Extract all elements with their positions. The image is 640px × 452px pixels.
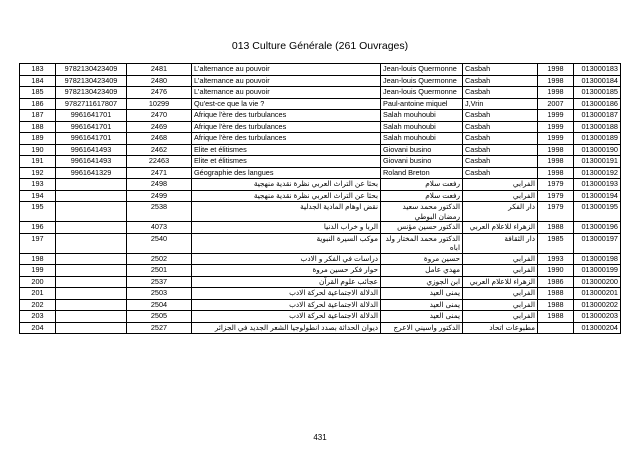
table-row [20, 265, 621, 277]
cell-year: 1988 [538, 311, 574, 323]
cell-author: Salah mouhoubi [381, 121, 463, 133]
cell-title: Elite et élitismes [192, 156, 381, 168]
cell-author: رفعت سلام [381, 179, 463, 191]
cell-author: الدكتور محمد سعيد رمضان البوطي [381, 202, 463, 222]
cell-year: 1998 [538, 156, 574, 168]
cell-code: 013000202 [574, 299, 621, 311]
cell-author: Jean-louis Quermonne [381, 87, 463, 99]
cell-isbn [56, 276, 127, 288]
cell-inventory: 2527 [127, 322, 192, 334]
cell-publisher: دار الثقافة [463, 233, 538, 253]
cell-year: 1998 [538, 75, 574, 87]
cell-year: 1979 [538, 190, 574, 202]
cell-code: 013000189 [574, 133, 621, 145]
cell-code: 013000190 [574, 144, 621, 156]
cell-isbn [56, 222, 127, 234]
cell-year: 1993 [538, 253, 574, 265]
cell-isbn: 9961641329 [56, 167, 127, 179]
cell-isbn: 9961641701 [56, 121, 127, 133]
cell-isbn [56, 322, 127, 334]
cell-code: 013000188 [574, 121, 621, 133]
cell-title: L'alternance au pouvoir [192, 64, 381, 76]
cell-inventory: 2540 [127, 233, 192, 253]
cell-year: 1988 [538, 299, 574, 311]
table-row [20, 87, 621, 99]
table-row [20, 179, 621, 191]
cell-author: Salah mouhoubi [381, 133, 463, 145]
cell-publisher: Casbah [463, 156, 538, 168]
cell-title: الدلالة الاجتماعية لحركة الادب [192, 299, 381, 311]
table-row [20, 311, 621, 323]
cell-number: 184 [20, 75, 56, 87]
cell-isbn: 9961641493 [56, 144, 127, 156]
cell-number: 183 [20, 64, 56, 76]
cell-isbn [56, 190, 127, 202]
cell-publisher: الزهراء للاعلام العربي [463, 276, 538, 288]
cell-number: 191 [20, 156, 56, 168]
cell-number: 186 [20, 98, 56, 110]
cell-title: Elite et élitismes [192, 144, 381, 156]
cell-code: 013000197 [574, 233, 621, 253]
cell-author: يمنى العيد [381, 311, 463, 323]
cell-inventory: 22463 [127, 156, 192, 168]
cell-title: موكب السيرة النبوية [192, 233, 381, 253]
cell-title: L'alternance au pouvoir [192, 75, 381, 87]
cell-year [538, 322, 574, 334]
cell-isbn [56, 202, 127, 222]
cell-inventory: 2468 [127, 133, 192, 145]
cell-isbn: 9782130423409 [56, 64, 127, 76]
cell-year: 1988 [538, 222, 574, 234]
table-row [20, 253, 621, 265]
cell-number: 204 [20, 322, 56, 334]
cell-title: Afrique l'ère des turbulances [192, 110, 381, 122]
table-row [20, 75, 621, 87]
cell-publisher: الزهراء للاعلام العربي [463, 222, 538, 234]
cell-inventory: 2502 [127, 253, 192, 265]
cell-code: 013000185 [574, 87, 621, 99]
cell-code: 013000196 [574, 222, 621, 234]
cell-isbn [56, 299, 127, 311]
cell-inventory: 2462 [127, 144, 192, 156]
cell-title: ديوان الحداثة بصدد انطولوجيا الشعر الجديد في الجزائر [192, 322, 381, 334]
cell-title: بحثا عن التراث العربي نظرة نقدية منهجية [192, 190, 381, 202]
table-row [20, 288, 621, 300]
cell-title: الربا و خراب الدنيا [192, 222, 381, 234]
cell-publisher: الفرابي [463, 299, 538, 311]
cell-publisher: Casbah [463, 167, 538, 179]
cell-author: Jean-louis Quermonne [381, 64, 463, 76]
cell-inventory: 4073 [127, 222, 192, 234]
cell-number: 203 [20, 311, 56, 323]
cell-author: ابن الجوزي [381, 276, 463, 288]
cell-isbn [56, 288, 127, 300]
cell-code: 013000183 [574, 64, 621, 76]
cell-isbn: 9961641701 [56, 110, 127, 122]
cell-publisher: الفرابي [463, 179, 538, 191]
cell-inventory: 2469 [127, 121, 192, 133]
cell-author: Giovani busino [381, 156, 463, 168]
cell-author: Salah mouhoubi [381, 110, 463, 122]
cell-year: 1998 [538, 64, 574, 76]
cell-title: Géographie des langues [192, 167, 381, 179]
table-row [20, 222, 621, 234]
cell-author: Paul-antoine miquel [381, 98, 463, 110]
cell-publisher: الفرابي [463, 253, 538, 265]
cell-publisher: Casbah [463, 87, 538, 99]
cell-number: 188 [20, 121, 56, 133]
cell-title: Afrique l'ère des turbulances [192, 121, 381, 133]
cell-code: 013000191 [574, 156, 621, 168]
cell-isbn [56, 233, 127, 253]
cell-year: 2007 [538, 98, 574, 110]
table-row [20, 167, 621, 179]
cell-inventory: 2503 [127, 288, 192, 300]
cell-year: 1986 [538, 276, 574, 288]
cell-inventory: 2498 [127, 179, 192, 191]
cell-inventory: 2481 [127, 64, 192, 76]
cell-inventory: 2504 [127, 299, 192, 311]
table-row [20, 299, 621, 311]
cell-publisher: Casbah [463, 64, 538, 76]
table-row [20, 190, 621, 202]
table-row [20, 322, 621, 334]
cell-code: 013000192 [574, 167, 621, 179]
cell-publisher: الفرابي [463, 311, 538, 323]
cell-publisher: J,Vrin [463, 98, 538, 110]
books-table [19, 63, 621, 334]
cell-inventory: 2505 [127, 311, 192, 323]
cell-title: الدلالة الاجتماعية لحركة الادب [192, 311, 381, 323]
cell-number: 187 [20, 110, 56, 122]
cell-isbn [56, 311, 127, 323]
cell-year: 1988 [538, 288, 574, 300]
cell-publisher: Casbah [463, 133, 538, 145]
cell-code: 013000201 [574, 288, 621, 300]
cell-code: 013000184 [574, 75, 621, 87]
cell-title: حوار فكر حسين مروة [192, 265, 381, 277]
cell-year: 1998 [538, 144, 574, 156]
cell-code: 013000200 [574, 276, 621, 288]
cell-isbn: 9782711617807 [56, 98, 127, 110]
cell-author: الدكتور محمد المختار ولد اباه [381, 233, 463, 253]
cell-year: 1979 [538, 202, 574, 222]
cell-code: 013000193 [574, 179, 621, 191]
table-row [20, 202, 621, 222]
cell-publisher: مطبوعات اتحاد [463, 322, 538, 334]
cell-year: 1985 [538, 233, 574, 253]
cell-isbn [56, 265, 127, 277]
cell-year: 1998 [538, 87, 574, 99]
cell-year: 1999 [538, 110, 574, 122]
cell-year: 1979 [538, 179, 574, 191]
cell-inventory: 2470 [127, 110, 192, 122]
cell-number: 185 [20, 87, 56, 99]
cell-number: 202 [20, 299, 56, 311]
table-row [20, 121, 621, 133]
cell-author: حسين مروة [381, 253, 463, 265]
cell-publisher: Casbah [463, 110, 538, 122]
books-table-body [20, 64, 621, 334]
cell-year: 1998 [538, 167, 574, 179]
cell-publisher: Casbah [463, 144, 538, 156]
cell-publisher: Casbah [463, 75, 538, 87]
cell-publisher: الفرابي [463, 190, 538, 202]
cell-publisher: دار الفكر [463, 202, 538, 222]
cell-inventory: 2538 [127, 202, 192, 222]
cell-number: 199 [20, 265, 56, 277]
cell-title: Qu'est-ce que la vie ? [192, 98, 381, 110]
page-title: 013 Culture Générale (261 Ouvrages) [231, 40, 409, 52]
cell-number: 194 [20, 190, 56, 202]
cell-number: 193 [20, 179, 56, 191]
cell-code: 013000198 [574, 253, 621, 265]
cell-author: Jean-louis Quermonne [381, 75, 463, 87]
table-row [20, 276, 621, 288]
table-row [20, 64, 621, 76]
cell-title: بحثا عن التراث العربي نظرة نقدية منهجية [192, 179, 381, 191]
cell-author: الدكتور حسين مؤنس [381, 222, 463, 234]
table-row [20, 110, 621, 122]
cell-code: 013000204 [574, 322, 621, 334]
cell-title: دراسات في الفكر و الادب [192, 253, 381, 265]
cell-author: مهدي عامل [381, 265, 463, 277]
cell-isbn [56, 253, 127, 265]
cell-author: يمنى العيد [381, 299, 463, 311]
cell-number: 192 [20, 167, 56, 179]
cell-code: 013000194 [574, 190, 621, 202]
cell-title: L'alternance au pouvoir [192, 87, 381, 99]
cell-number: 196 [20, 222, 56, 234]
cell-code: 013000199 [574, 265, 621, 277]
cell-inventory: 2471 [127, 167, 192, 179]
cell-isbn [56, 179, 127, 191]
cell-number: 200 [20, 276, 56, 288]
cell-inventory: 2537 [127, 276, 192, 288]
cell-isbn: 9961641701 [56, 133, 127, 145]
cell-isbn: 9782130423409 [56, 87, 127, 99]
cell-code: 013000187 [574, 110, 621, 122]
table-row [20, 233, 621, 253]
cell-author: يمنى العيد [381, 288, 463, 300]
table-row [20, 98, 621, 110]
cell-publisher: Casbah [463, 121, 538, 133]
cell-number: 198 [20, 253, 56, 265]
cell-code: 013000186 [574, 98, 621, 110]
cell-title: عجائب علوم القرآن [192, 276, 381, 288]
cell-number: 195 [20, 202, 56, 222]
cell-inventory: 10299 [127, 98, 192, 110]
cell-number: 189 [20, 133, 56, 145]
cell-author: Giovani busino [381, 144, 463, 156]
cell-title: نقض اوهام المادية الجدلية [192, 202, 381, 222]
cell-title: Afrique l'ère des turbulances [192, 133, 381, 145]
cell-author: الدكتور واسيني الاعرج [381, 322, 463, 334]
cell-year: 1999 [538, 121, 574, 133]
table-row [20, 133, 621, 145]
cell-inventory: 2499 [127, 190, 192, 202]
cell-isbn: 9782130423409 [56, 75, 127, 87]
cell-publisher: الفرابي [463, 265, 538, 277]
cell-author: رفعت سلام [381, 190, 463, 202]
cell-inventory: 2480 [127, 75, 192, 87]
table-row [20, 144, 621, 156]
table-row [20, 156, 621, 168]
cell-number: 201 [20, 288, 56, 300]
cell-number: 190 [20, 144, 56, 156]
cell-code: 013000203 [574, 311, 621, 323]
cell-code: 013000195 [574, 202, 621, 222]
cell-isbn: 9961641493 [56, 156, 127, 168]
cell-year: 1999 [538, 133, 574, 145]
page-number: 431 [313, 433, 327, 442]
cell-year: 1990 [538, 265, 574, 277]
cell-inventory: 2476 [127, 87, 192, 99]
cell-title: الدلالة الاجتماعية لحركة الادب [192, 288, 381, 300]
cell-number: 197 [20, 233, 56, 253]
cell-author: Roland Breton [381, 167, 463, 179]
cell-inventory: 2501 [127, 265, 192, 277]
cell-publisher: الفرابي [463, 288, 538, 300]
